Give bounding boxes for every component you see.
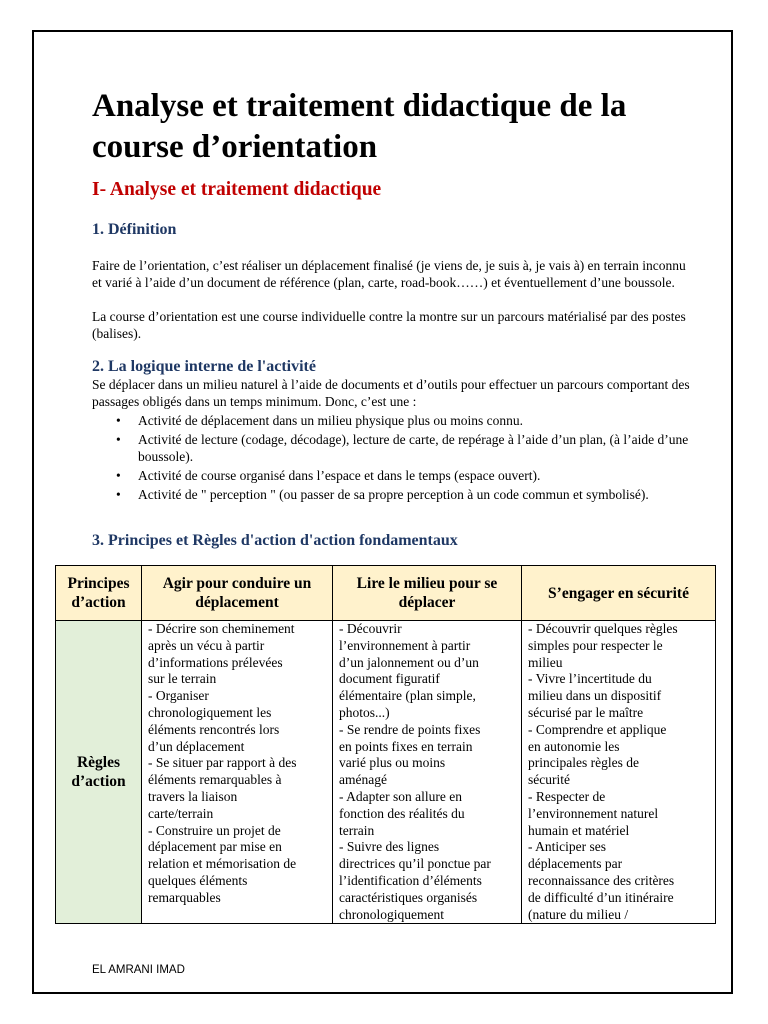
table-cell-line: - Vivre l’incertitude du xyxy=(528,671,652,687)
table-cell-line: aménagé xyxy=(339,772,387,788)
bullet-icon: • xyxy=(116,468,121,483)
table-cell xyxy=(142,621,333,924)
bullet-text: Activité de lecture (codage, décodage), lecture de carte, de repérage à l’aide d’un plan, (à l’aide d’une boussole). xyxy=(138,432,689,464)
table-cell-line: après un vécu à partir xyxy=(148,637,265,653)
table-cell-line: - Adapter son allure en xyxy=(339,788,462,804)
table-cell-line: d’un jalonnement ou d’un xyxy=(339,654,479,670)
table-cell-line: l’environnement à partir xyxy=(339,637,471,653)
principles-table xyxy=(55,565,716,924)
table-cell-line: - Découvrir xyxy=(339,621,402,636)
table-cell-line: - Se rendre de points fixes xyxy=(339,721,481,737)
logique-intro: Se déplacer dans un milieu naturel à l’aide de documents et d’outils pour effectuer un parcours comportant des passages obligés dans un temps minimum. Donc, c’est une : xyxy=(92,377,690,409)
section-heading: I- Analyse et traitement didactique xyxy=(92,179,382,200)
table-cell-line: chronologiquement les xyxy=(148,704,272,720)
table-header-cell: Principes d’action xyxy=(56,566,142,621)
table-cell-line: humain et matériel xyxy=(528,822,630,838)
table-cell-line: sur le terrain xyxy=(148,671,217,687)
table-cell-line: travers la liaison xyxy=(148,788,238,804)
table-cell-line: - Construire un projet de xyxy=(148,822,281,838)
table-cell-line: (nature du milieu / xyxy=(528,906,629,922)
logique-heading: 2. La logique interne de l'activité xyxy=(92,358,316,375)
table-cell-line: sécurisé par le maître xyxy=(528,704,644,720)
bullet-icon: • xyxy=(116,413,121,428)
table-cell xyxy=(333,621,522,924)
table-cell-line: photos...) xyxy=(339,704,390,720)
table-cell-line: simples pour respecter le xyxy=(528,637,663,653)
bullet-icon: • xyxy=(116,487,121,502)
table-cell-line: relation et mémorisation de xyxy=(148,856,297,872)
bullet-item xyxy=(92,412,692,429)
table-cell-line: chronologiquement xyxy=(339,906,444,922)
definition-heading: 1. Définition xyxy=(92,221,177,238)
table-header-row xyxy=(56,566,716,621)
bullet-item xyxy=(92,431,692,465)
definition-paragraph-1: Faire de l’orientation, c’est réaliser un déplacement finalisé (je viens de, je suis à, je vais à) en terrain inconnu et varié à l’aide d’un document de référence (plan, carte, road-book……) et éventuellement d’une boussole. xyxy=(92,258,686,290)
table-cell-line: l’environnement naturel xyxy=(528,805,659,821)
bullet-icon: • xyxy=(116,432,121,447)
table-cell-line: directrices qu’il ponctue par xyxy=(339,856,491,872)
table-cell-line: en autonomie les xyxy=(528,738,620,754)
table-cell-line: éléments rencontrés lors xyxy=(148,721,280,737)
table-cell-line: - Suivre des lignes xyxy=(339,839,440,855)
table-cell-line: - Comprendre et applique xyxy=(528,721,667,737)
bullet-text: Activité de " perception " (ou passer de sa propre perception à un code commun et symbolisé). xyxy=(138,487,649,502)
table-cell-line: d’informations prélevées xyxy=(148,654,283,670)
table-header-cell: Lire le milieu pour se déplacer xyxy=(333,566,522,621)
table-cell-line: de difficulté d’un itinéraire xyxy=(528,889,674,905)
table-cell-line: éléments remarquables à xyxy=(148,772,282,788)
table-cell-line: varié plus ou moins xyxy=(339,755,446,771)
bullet-text: Activité de course organisé dans l’espace et dans le temps (espace ouvert). xyxy=(138,468,541,483)
table-cell-line: milieu xyxy=(528,654,563,670)
table-row-header: Règles d’action xyxy=(56,621,142,924)
table-cell-line: - Décrire son cheminement xyxy=(148,621,295,636)
table-cell-line: - Organiser xyxy=(148,688,209,704)
table-header-cell: Agir pour conduire un déplacement xyxy=(142,566,333,621)
bullet-item xyxy=(92,486,692,503)
logique-bullet-list xyxy=(92,412,692,505)
table-cell-line: principales règles de xyxy=(528,755,639,771)
table-cell-line: terrain xyxy=(339,822,375,838)
table-cell-line: document figuratif xyxy=(339,671,440,687)
principes-heading: 3. Principes et Règles d'action d'action fondamentaux xyxy=(92,532,458,549)
bullet-text: Activité de déplacement dans un milieu physique plus ou moins connu. xyxy=(138,413,524,428)
table-cell-line: fonction des réalités du xyxy=(339,805,465,821)
definition-paragraph-2: La course d’orientation est une course individuelle contre la montre sur un parcours matérialisé par des postes (balises). xyxy=(92,309,686,341)
table-cell-line: remarquables xyxy=(148,889,221,905)
table-cell-line: reconnaissance des critères xyxy=(528,872,675,888)
table-cell-line: - Découvrir quelques règles xyxy=(528,621,678,636)
table-cell-line: sécurité xyxy=(528,772,570,788)
table-cell xyxy=(522,621,716,924)
document-title: Analyse et traitement didactique de la course d’orientation xyxy=(92,88,627,165)
table-cell-line: en points fixes en terrain xyxy=(339,738,473,754)
table-cell-line: - Respecter de xyxy=(528,788,606,804)
table-cell-line: - Se situer par rapport à des xyxy=(148,755,297,771)
table-row xyxy=(56,621,716,924)
table-cell-line: caractéristiques organisés xyxy=(339,889,478,905)
table-cell-line: quelques éléments xyxy=(148,872,248,888)
table-cell-line: milieu dans un dispositif xyxy=(528,688,662,704)
table-cell-line: carte/terrain xyxy=(148,805,214,821)
bullet-item xyxy=(92,467,692,484)
table-cell-line: déplacement par mise en xyxy=(148,839,282,855)
table-cell-line: d’un déplacement xyxy=(148,738,245,754)
table-cell-line: l’identification d’éléments xyxy=(339,872,482,888)
table-cell-line: élémentaire (plan simple, xyxy=(339,688,476,704)
footer-author: EL AMRANI IMAD xyxy=(92,964,185,976)
table-header-cell: S’engager en sécurité xyxy=(522,566,716,621)
table-cell-line: déplacements par xyxy=(528,856,623,872)
table-cell-line: - Anticiper ses xyxy=(528,839,606,855)
